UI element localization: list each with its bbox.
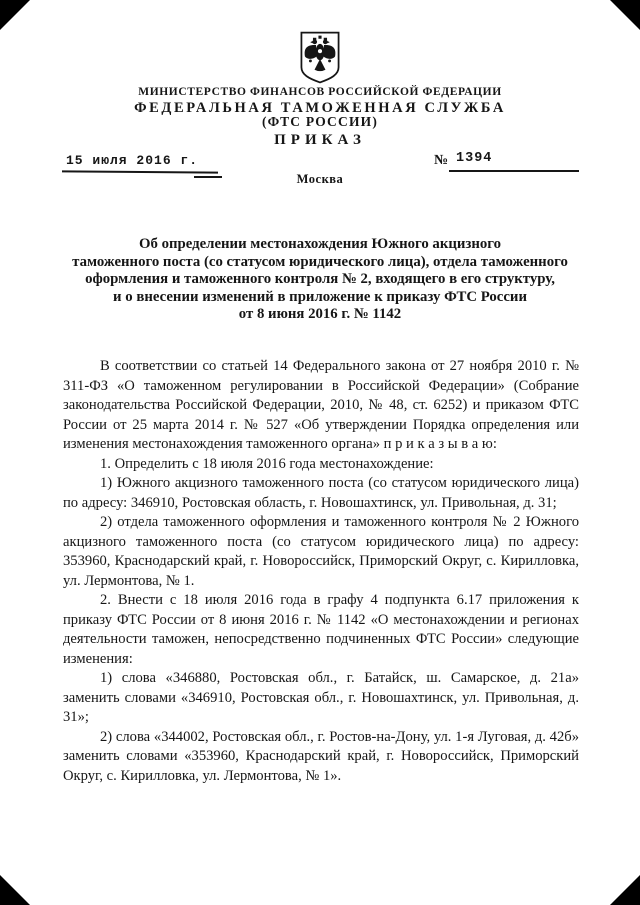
preamble-paragraph: В соответствии со статьей 14 Федерального закона от 27 ноября 2010 г. № 311-ФЗ «О таможенном регулировании в Российской Федерации» (Собрание законодательства Российской Федерации, 2010, № 48, ст. 6252) и приказом ФТС России от 25 марта 2014 г. № 527 «Об утверждении Порядка определения или изменения местонахождения таможенного органа» п р и к а з ы в а ю:: [63, 358, 579, 452]
title-line: Об определении местонахождения Южного акцизного: [138, 236, 502, 252]
clause-1-sub-2: 2) отдела таможенного оформления и таможенного контроля № 2 Южного акцизного таможенного поста (со статусом юридического лица) по адресу: 353960, Краснодарский край, г. Новороссийск, Приморский Округ, с. Кирилловка, ул. Лермонтова, № 1.: [63, 514, 579, 589]
clause-2-sub-1: 1) слова «346880, Ростовская обл., г. Батайск, ш. Самарское, д. 21а» заменить словами «346910, Ростовская обл., г. Новошахтинск, ул. Привольная, д. 31»;: [63, 670, 579, 725]
clause-2: 2. Внести с 18 июля 2016 года в графу 4 подпункта 6.17 приложения к приказу ФТС России от 8 июня 2016 г. № 1142 «О местонахождении и регионах деятельности таможен, непосредственно подчиненных ФТС России» следующие изменения:: [63, 592, 579, 667]
agency-name: ФЕДЕРАЛЬНАЯ ТАМОЖЕННАЯ СЛУЖБА: [134, 100, 506, 116]
number-sign: №: [434, 153, 449, 168]
title-line: таможенного поста (со статусом юридического лица), отдела таможенного: [72, 253, 568, 270]
document-type: ПРИКАЗ: [274, 132, 366, 148]
issue-city: Москва: [296, 172, 344, 186]
title-line: от 8 июня 2016 г. № 1142: [238, 306, 402, 323]
order-body: [63, 357, 579, 786]
clause-1: 1. Определить с 18 июля 2016 года местонахождение:: [100, 455, 434, 472]
cut-corner-bottom-left: [0, 875, 30, 905]
agency-abbreviation: (ФТС РОССИИ): [261, 114, 379, 129]
order-date: 15 июля 2016 г.: [66, 153, 199, 168]
cut-corner-top-left: [0, 0, 30, 30]
cut-corner-top-right: [610, 0, 640, 30]
ministry-name: МИНИСТЕРСТВО ФИНАНСОВ РОССИЙСКОЙ ФЕДЕРАЦИИ: [138, 86, 502, 98]
clause-1-sub-1: 1) Южного акцизного таможенного поста (со статусом юридического лица) по адресу: 346910, Ростовская область, г. Новошахтинск, ул. Привольная, д. 31;: [63, 475, 579, 511]
cut-corner-bottom-right: [610, 875, 640, 905]
coat-of-arms-icon: [299, 31, 342, 89]
clause-2-sub-2: 2) слова «344002, Ростовская обл., г. Ростов-на-Дону, ул. 1-я Луговая, д. 42б» заменить словами «353960, Краснодарский край, г. Новороссийск, Приморский Округ, с. Кирилловка, ул. Лермонтова, № 1».: [63, 728, 579, 784]
title-line: оформления и таможенного контроля № 2, входящего в его структуру,: [85, 271, 555, 288]
order-number: 1394: [456, 151, 493, 166]
title-line: и о внесении изменений в приложение к приказу ФТС России: [113, 288, 527, 305]
order-title: [40, 236, 600, 324]
